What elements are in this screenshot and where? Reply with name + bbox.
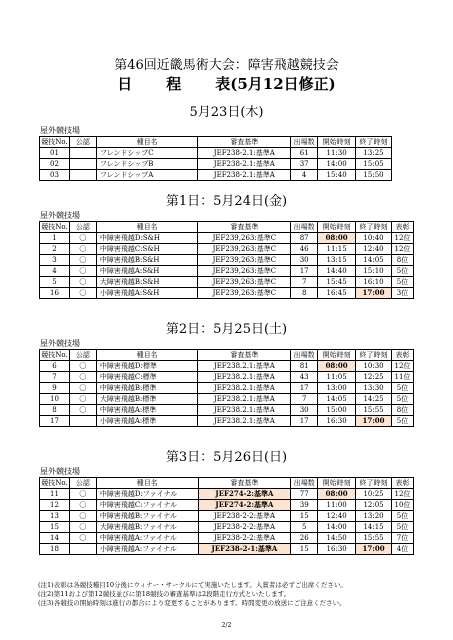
table-cell: 13:15 xyxy=(318,255,356,266)
table-cell: 17:00 xyxy=(356,416,392,427)
table-cell: 8 xyxy=(40,405,70,416)
table-cell: 30 xyxy=(291,405,318,416)
table-cell: 1 xyxy=(40,233,70,244)
column-header: 公認 xyxy=(69,350,96,361)
table-cell: 8 xyxy=(291,288,318,299)
table-cell: JEF238.2.1:基準A xyxy=(198,383,291,394)
table-cell: JEF238-2-2:基準A xyxy=(198,522,291,533)
day1-location: 屋外競技場 xyxy=(40,211,80,220)
table-cell: 17 xyxy=(291,383,318,394)
table-cell: 小障害飛越A:S&H xyxy=(96,288,198,299)
table-cell: 〇 xyxy=(69,383,96,394)
table-cell: 14:05 xyxy=(318,394,356,405)
table-cell: JEF238.2.1:基準A xyxy=(198,372,291,383)
table-cell: 4 xyxy=(291,170,318,181)
table-cell: 9 xyxy=(40,383,70,394)
table-cell: 81 xyxy=(291,361,318,372)
table-row xyxy=(40,511,414,522)
table-cell: 〇 xyxy=(69,489,96,500)
table-cell: 12:40 xyxy=(318,511,356,522)
table-row xyxy=(40,244,414,255)
day2-date: 第2日：5月25日(土) xyxy=(165,322,288,337)
table-cell: 〇 xyxy=(69,522,96,533)
table-cell: 12:05 xyxy=(356,500,392,511)
table-cell: 中障害飛越D:標準 xyxy=(96,361,198,372)
table-cell: 11位 xyxy=(392,372,414,383)
table-cell: 13 xyxy=(40,511,70,522)
column-header: 競技No. xyxy=(41,351,68,359)
table-cell: 5位 xyxy=(392,511,414,522)
table-cell: 5位 xyxy=(391,277,413,288)
table-cell: 15:50 xyxy=(356,170,392,181)
table-cell: JEF238.2.1:基準A xyxy=(198,394,291,405)
table-cell xyxy=(69,159,96,170)
table-cell: 中障害飛越D:S&H xyxy=(96,233,198,244)
table-cell: 13:00 xyxy=(318,383,356,394)
table-cell: 大障害飛越B:S&H xyxy=(96,277,198,288)
table-cell: 17 xyxy=(291,416,318,427)
table-row xyxy=(40,533,414,544)
table-cell: 大障害飛越B:標準 xyxy=(96,394,198,405)
table-row xyxy=(40,277,414,288)
column-header: 公認 xyxy=(69,137,96,148)
day3-date: 第3日：5月26日(日) xyxy=(165,450,288,465)
table-cell: 12位 xyxy=(392,361,414,372)
column-header: 審査基準 xyxy=(198,137,291,148)
table-cell: JEF274-2:基準A xyxy=(198,489,291,500)
column-header: 公認 xyxy=(69,222,96,233)
day0-date: 5月23日(木) xyxy=(189,105,264,120)
column-header: 開始時刻 xyxy=(318,350,356,361)
table-row xyxy=(40,394,414,405)
table-cell: 15:10 xyxy=(356,266,392,277)
table-cell: 7位 xyxy=(392,533,414,544)
table-row xyxy=(40,148,392,159)
header-row xyxy=(40,222,414,233)
table-cell: 中障害飛越A:ファイナル xyxy=(96,533,198,544)
table-cell: 7 xyxy=(291,394,318,405)
table-cell: 08:00 xyxy=(318,489,356,500)
column-header: 競技No. xyxy=(41,479,68,487)
table-cell: 15:55 xyxy=(356,405,392,416)
table-cell: JEF238.2.1:基準A xyxy=(198,405,291,416)
table-cell: 16:45 xyxy=(318,288,356,299)
table-cell: 〇 xyxy=(69,277,96,288)
day1-date: 第1日：5月24日(金) xyxy=(165,194,288,209)
table-cell: 16 xyxy=(40,288,70,299)
table-cell: 30 xyxy=(291,255,318,266)
table-cell: JEF238.2.1:基準A xyxy=(198,361,291,372)
table-cell: 10:30 xyxy=(356,361,392,372)
table-cell: JEF239,263:基準C xyxy=(198,255,291,266)
column-header: 表彰 xyxy=(391,222,413,233)
table-cell: 12:25 xyxy=(356,372,392,383)
table-cell: 02 xyxy=(40,159,70,170)
table-cell: 14:05 xyxy=(356,255,392,266)
table-cell: 〇 xyxy=(69,361,96,372)
table-cell: 37 xyxy=(291,159,318,170)
table-cell: 〇 xyxy=(69,288,96,299)
table-cell: フレンドシップA xyxy=(96,170,198,181)
table-cell: 10位 xyxy=(392,500,414,511)
table-cell: 08:00 xyxy=(318,233,356,244)
table-row xyxy=(40,416,414,427)
table-cell: 17 xyxy=(40,416,70,427)
table-cell: 26 xyxy=(291,533,318,544)
table-row xyxy=(40,170,392,181)
table-cell: 4 xyxy=(40,266,70,277)
table-cell: 15:55 xyxy=(356,533,392,544)
table-cell: 6 xyxy=(40,361,70,372)
table-cell: 43 xyxy=(291,372,318,383)
table-cell: 中障害飛越B:標準 xyxy=(96,383,198,394)
table-cell: 中障害飛越C:標準 xyxy=(96,372,198,383)
column-header: 種目名 xyxy=(96,350,198,361)
table-cell: 17:00 xyxy=(356,544,392,555)
table-cell: 5位 xyxy=(392,416,414,427)
table-cell: 11:05 xyxy=(318,372,356,383)
day0-location: 屋外競技場 xyxy=(40,126,80,135)
table-cell: 11:15 xyxy=(318,244,356,255)
column-header: 表彰 xyxy=(392,478,414,489)
table-cell: JEF238-2-2:基準A xyxy=(198,533,291,544)
table-cell xyxy=(69,416,96,427)
column-header: 審査基準 xyxy=(198,478,291,489)
table-cell: 3 xyxy=(40,255,70,266)
column-header: 出場数 xyxy=(291,222,318,233)
table-cell: 14 xyxy=(40,533,70,544)
table-cell: 18 xyxy=(40,544,70,555)
table-row xyxy=(40,266,414,277)
table-cell: 14:00 xyxy=(318,522,356,533)
table-cell: 中障害飛越A:標準 xyxy=(96,405,198,416)
column-header: 出場数 xyxy=(291,478,318,489)
note-1: (注1)表彰は各競技種目10分後にウィナー・サークルにて実施いたします。入賞者は必ずご出席ください。 xyxy=(38,581,347,589)
table-cell: 01 xyxy=(40,148,70,159)
table-cell: 13:30 xyxy=(356,383,392,394)
table-cell: 12:40 xyxy=(356,244,392,255)
table-cell: 5 xyxy=(40,277,70,288)
table-cell: JEF238-2.1:基準A xyxy=(198,159,291,170)
table-cell: 11:30 xyxy=(318,148,356,159)
table-cell: 14:00 xyxy=(318,159,356,170)
table-cell: 11 xyxy=(40,489,70,500)
table-cell: 15 xyxy=(291,544,318,555)
header-row xyxy=(40,478,414,489)
table-cell: 14:25 xyxy=(356,394,392,405)
table-cell: 17 xyxy=(291,266,318,277)
table-row xyxy=(40,405,414,416)
table-cell: 16:30 xyxy=(318,416,356,427)
table-cell: JEF274-2:基準A xyxy=(198,500,291,511)
table-cell: 4位 xyxy=(392,544,414,555)
table-cell: 15:45 xyxy=(318,277,356,288)
table-cell: 〇 xyxy=(69,255,96,266)
table-cell: 46 xyxy=(291,244,318,255)
page-number: 2/2 xyxy=(221,622,232,629)
event-title: 第46回近畿馬術大会：障害飛越競技会 xyxy=(114,58,339,73)
table-cell: フレンドシップB xyxy=(96,159,198,170)
table-cell: 15:00 xyxy=(318,405,356,416)
day2-table xyxy=(39,349,414,427)
table-cell: 中障害飛越D:ファイナル xyxy=(96,489,198,500)
table-cell: 〇 xyxy=(69,394,96,405)
column-header: 種目名 xyxy=(96,478,198,489)
table-cell: 小障害飛越A:ファイナル xyxy=(96,544,198,555)
day2-location: 屋外競技場 xyxy=(40,339,80,348)
table-cell: 10 xyxy=(40,394,70,405)
note-3: (注3)各競技の開始時刻は進行の都合により変更することがあります。時間変更の放送にご注意ください。 xyxy=(38,599,346,607)
column-header: 公認 xyxy=(69,478,96,489)
column-header: 開始時刻 xyxy=(318,137,356,148)
table-cell: 7 xyxy=(40,372,70,383)
table-cell: 14:50 xyxy=(318,533,356,544)
table-cell: 08:00 xyxy=(318,361,356,372)
table-cell: 8位 xyxy=(392,405,414,416)
column-header: 終了時刻 xyxy=(356,478,392,489)
table-cell: 中障害飛越A:S&H xyxy=(96,266,198,277)
column-header: 競技No. xyxy=(41,223,68,231)
notes xyxy=(38,581,347,608)
table-cell: 5位 xyxy=(392,394,414,405)
column-header: 終了時刻 xyxy=(356,350,392,361)
table-cell: 13:20 xyxy=(356,511,392,522)
column-header: 審査基準 xyxy=(198,350,291,361)
table-cell: 〇 xyxy=(69,511,96,522)
table-cell: 〇 xyxy=(69,533,96,544)
table-cell xyxy=(69,544,96,555)
column-header: 開始時刻 xyxy=(318,222,356,233)
column-header: 競技No. xyxy=(41,138,68,146)
table-cell: 17:00 xyxy=(356,288,392,299)
table-cell: 中障害飛越B:S&H xyxy=(96,255,198,266)
header-row xyxy=(40,350,414,361)
table-cell: 5位 xyxy=(391,266,413,277)
table-row xyxy=(40,255,414,266)
table-cell: 61 xyxy=(291,148,318,159)
table-cell: 10:40 xyxy=(356,233,392,244)
table-cell: JEF238-2.1:基準A xyxy=(198,148,291,159)
table-cell: 12位 xyxy=(392,489,414,500)
column-header: 審査基準 xyxy=(198,222,291,233)
table-cell: 12位 xyxy=(391,233,413,244)
table-row xyxy=(40,372,414,383)
header-row xyxy=(40,137,392,148)
column-header: 種目名 xyxy=(96,137,198,148)
table-cell: 10:25 xyxy=(356,489,392,500)
schedule-title-char-3: 表(5月12日修正) xyxy=(215,75,336,93)
day0-table xyxy=(39,136,392,181)
table-row xyxy=(40,522,414,533)
table-row xyxy=(40,233,414,244)
table-cell: 〇 xyxy=(69,233,96,244)
table-cell: 3位 xyxy=(391,288,413,299)
table-cell: 〇 xyxy=(69,405,96,416)
column-header: 開始時刻 xyxy=(318,478,356,489)
table-cell: JEF238.2.1:基準A xyxy=(198,416,291,427)
table-cell: 15:05 xyxy=(356,159,392,170)
table-cell: 5位 xyxy=(392,383,414,394)
schedule-title-char-1: 日 xyxy=(117,75,133,93)
column-header: 種目名 xyxy=(96,222,198,233)
schedule-title-char-2: 程 xyxy=(166,75,182,93)
table-cell: 15 xyxy=(40,522,70,533)
table-cell: 03 xyxy=(40,170,70,181)
table-cell: 11:00 xyxy=(318,500,356,511)
note-2: (注2)第11および第12競技並びに第18競技の審査基準は2段階走行方式といたします。 xyxy=(38,590,291,598)
day3-location: 屋外競技場 xyxy=(40,467,80,476)
table-cell: 〇 xyxy=(69,244,96,255)
table-cell: 12 xyxy=(40,500,70,511)
table-cell: 14:15 xyxy=(356,522,392,533)
table-cell: 中障害飛越C:S&H xyxy=(96,244,198,255)
table-cell: フレンドシップC xyxy=(96,148,198,159)
table-cell: 16:10 xyxy=(356,277,392,288)
table-cell: 7 xyxy=(291,277,318,288)
table-cell: 13:25 xyxy=(356,148,392,159)
table-cell: JEF239,263:基準C xyxy=(198,266,291,277)
column-header: 出場数 xyxy=(291,137,318,148)
table-cell: 87 xyxy=(291,233,318,244)
table-cell: 2 xyxy=(40,244,70,255)
column-header: 表彰 xyxy=(392,350,414,361)
table-cell: 77 xyxy=(291,489,318,500)
table-row xyxy=(40,361,414,372)
table-row xyxy=(40,159,392,170)
day1-table xyxy=(39,221,414,299)
schedule-title xyxy=(0,73,453,94)
table-cell: 15:40 xyxy=(318,170,356,181)
table-row xyxy=(40,383,414,394)
table-cell xyxy=(69,170,96,181)
column-header: 終了時刻 xyxy=(356,137,392,148)
table-cell: 〇 xyxy=(69,500,96,511)
table-cell: 5 xyxy=(291,522,318,533)
table-cell: 12位 xyxy=(391,244,413,255)
table-cell: 中障害飛越C:ファイナル xyxy=(96,500,198,511)
table-row xyxy=(40,288,414,299)
table-cell: 〇 xyxy=(69,372,96,383)
table-cell: JEF238-2-1:基準A xyxy=(198,544,291,555)
table-cell: 8位 xyxy=(391,255,413,266)
table-cell: 15 xyxy=(291,511,318,522)
table-cell: JEF239,263:基準C xyxy=(198,277,291,288)
table-cell: 16:30 xyxy=(318,544,356,555)
table-row xyxy=(40,544,414,555)
table-cell: JEF239,263:基準C xyxy=(198,244,291,255)
table-cell: JEF238-2-2:基準A xyxy=(198,511,291,522)
day3-table xyxy=(39,477,414,555)
table-cell: JEF238-2.1:基準A xyxy=(198,170,291,181)
column-header: 終了時刻 xyxy=(356,222,392,233)
column-header: 出場数 xyxy=(291,350,318,361)
table-cell xyxy=(69,148,96,159)
table-cell: JEF239,263:基準C xyxy=(198,233,291,244)
table-cell: 5位 xyxy=(392,522,414,533)
table-cell: 〇 xyxy=(69,266,96,277)
table-cell: 小障害飛越A:標準 xyxy=(96,416,198,427)
table-cell: 39 xyxy=(291,500,318,511)
table-cell: 中障害飛越B:ファイナル xyxy=(96,511,198,522)
table-row xyxy=(40,500,414,511)
table-cell: 14:40 xyxy=(318,266,356,277)
table-cell: 大障害飛越B:ファイナル xyxy=(96,522,198,533)
table-cell: JEF239,263:基準C xyxy=(198,288,291,299)
table-row xyxy=(40,489,414,500)
